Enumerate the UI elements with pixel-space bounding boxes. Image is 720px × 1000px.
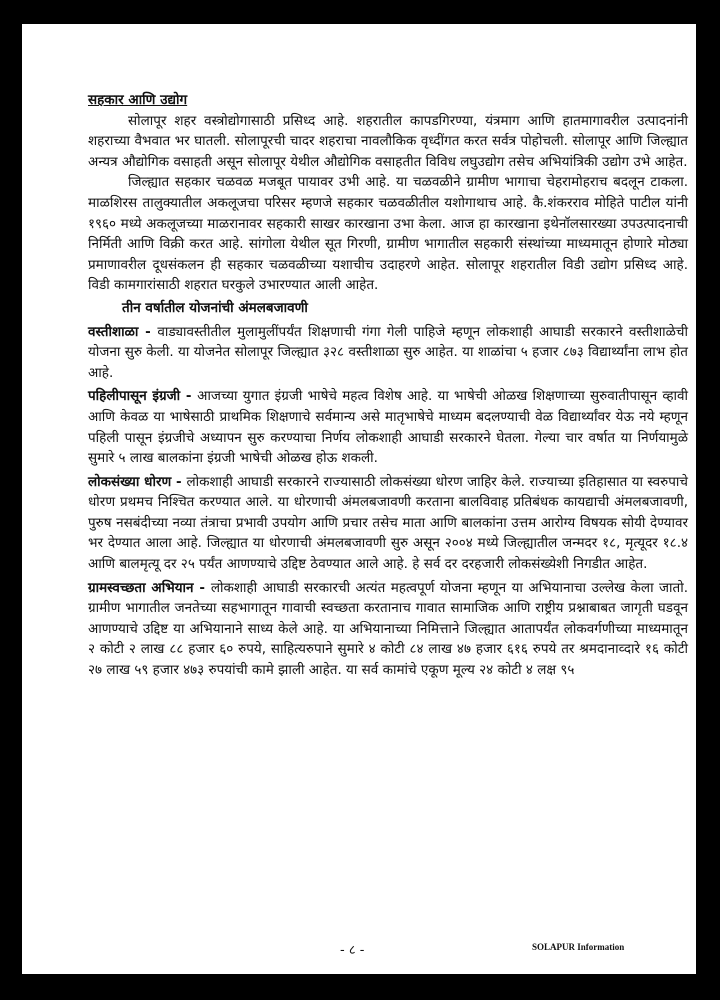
schemes-heading: तीन वर्षातील योजनांची अंमलबजावणी <box>122 299 308 316</box>
scheme-term: लोकसंख्या धोरण <box>88 473 172 490</box>
scheme-separator: - <box>180 388 198 405</box>
scheme-population-policy <box>88 472 688 575</box>
scheme-text: लोकशाही आघाडी सरकारची अत्यंत महत्वपूर्ण योजना म्हणून या अभियानाचा उल्लेख केला जातो. ग्रामीण भागातील जनतेच्या सहभागातून गावाची स्वच्छता करतानाच गावात सामाजिक आणि राष्ट्रीय प्रश्नाबाबत जागृती घडवून आणण्याचे उद्दिष्ट या अभियानाने साध्य केले आहे. या अभियानाच्या निमित्ताने जिल्ह्यात आतापर्यंत लोकवर्गणीच्या माध्यमातून २ कोटी २ लाख ८८ हजार ६० रुपये, साहित्यरुपाने सुमारे ४ कोटी ८४ लाख ४७ हजार ६१६ रुपये तर श्रमदानाव्दारे १६ कोटी २७ लाख ५९ हजार ४७३ रुपयांची कामे झाली आहेत. या सर्व कामांचे एकूण मूल्य २४ कोटी ४ लक्ष ९५ <box>88 579 689 679</box>
scheme-separator: - <box>171 473 187 490</box>
scheme-english-from-first <box>88 386 688 468</box>
scheme-term: पहिलीपासून इंग्रजी <box>88 388 181 405</box>
scheme-term: वस्तीशाळा <box>88 323 139 340</box>
scheme-village-cleanliness <box>88 578 688 681</box>
scheme-text: आजच्या युगात इंग्रजी भाषेचे महत्व विशेष आहे. या भाषेची ओळख शिक्षणाच्या सुरुवातीपासून व्हावी आणि केवळ या भाषेसाठी प्राथमिक शिक्षणाचे सर्वमान्य असे मातृभाषेचे माध्यम बदलण्याची वेळ विद्यार्थ्यांवर येऊ नये म्हणून पहिली पासून इंग्रजीचे अध्यापन सुरु करण्याचा निर्णय लोकशाही आघाडी सरकारने घेतला. गेल्या चार वर्षात या निर्णयामुळे सुमारे ५ लाख बालकांना इंग्रजी भाषेची ओळख होऊ शकली. <box>88 388 688 467</box>
scheme-hostel-school <box>88 322 688 384</box>
publication-name: SOLAPUR Information <box>532 942 625 952</box>
page-body <box>88 90 688 681</box>
scheme-text: वाड्यावस्तीतील मुलामुलींपर्यंत शिक्षणाची गंगा गेली पाहिजे म्हणून लोकशाही आघाडी सरकारने वस्तीशाळेची योजना सुरु केली. या योजनेत सोलापूर जिल्ह्यात ३२८ वस्तीशाळा सुरु आहेत. या शाळांचा ५ हजार ८७३ विद्यार्थ्यांना लाभ होत आहे. <box>88 323 688 381</box>
scheme-separator: - <box>138 323 158 340</box>
scheme-text: लोकशाही आघाडी सरकारने राज्यासाठी लोकसंख्या धोरण जाहिर केले. राज्याच्या इतिहासात या स्वरुपाचे धोरण प्रथमच निश्चित करण्यात आले. या धोरणाची अंमलबजावणी करताना बालविवाह प्रतिबंधक कायद्याची अंमलबजावणी, पुरुष नसबंदीच्या नव्या तंत्राचा प्रभावी उपयोग आणि प्रचार तसेच माता आणि बालकांना उत्तम आरोग्य विषयक सोयी देण्यावर भर देण्यात आला आहे. जिल्ह्यात या धोरणाची अंमलबजावणी सुरु असून २००४ मध्ये जिल्ह्यातील जन्मदर १८, मृत्यूदर १८.४ आणि बालमृत्यू दर २५ पर्यंत आणण्याचे उद्दिष्ट ठेवण्यात आले आहे. हे सर्व दर दरहजारी लोकसंख्येशी निगडीत आहेत. <box>88 473 688 573</box>
page-number: - ८ - <box>340 943 365 958</box>
cooperative-paragraph: जिल्ह्यात सहकार चळवळ मजबूत पायावर उभी आहे. या चळवळीने ग्रामीण भागाचा चेहरामोहराच बदलून टाकला. माळशिरस तालुक्यातील अकलूजचा परिसर म्हणजे सहकार चळवळीतील यशोगाथाच आहे. कै.शंकरराव मोहिते पाटील यांनी १९६० मध्ये अकलूजच्या माळरानावर सहकारी साखर कारखाना उभा केला. आज हा कारखाना इथेनॉलसारख्या उपउत्पादनाची निर्मिती आणि विक्री करत आहे. सांगोला येथील सूत गिरणी, ग्रामीण भागातील सहकारी संस्थांच्या माध्यमातून होणारे मोठ्या प्रमाणावरील दूधसंकलन ही सहकार चळवळीच्या यशाचीच उदाहरणे आहेत. सोलापूर शहरातील विडी उद्योग प्रसिध्द आहे. विडी कामगारांसाठी शहरात घरकुले उभारण्यात आली आहेत. <box>88 174 688 294</box>
industry-paragraph: सोलापूर शहर वस्त्रोद्योगासाठी प्रसिध्द आहे. शहरातील कापडगिरण्या, यंत्रमाग आणि हातमागावरील उत्पादनांनी शहराच्या वैभवात भर घातली. सोलापूरची चादर शहराचा नावलौकिक वृध्दींगत करत सर्वत्र पोहोचली. सोलापूर आणि जिल्ह्यात अन्यत्र औद्योगिक वसाहती असून सोलापूर येथील औद्योगिक वसाहतीत विविध लघुउद्योग तसेच अभियांत्रिकी उद्योग उभे आहेत. <box>88 112 688 170</box>
document-page <box>22 24 696 974</box>
section-heading: सहकार आणि उद्योग <box>88 92 188 108</box>
scheme-separator: - <box>193 579 211 596</box>
scheme-term: ग्रामस्वच्छता अभियान <box>88 579 194 596</box>
